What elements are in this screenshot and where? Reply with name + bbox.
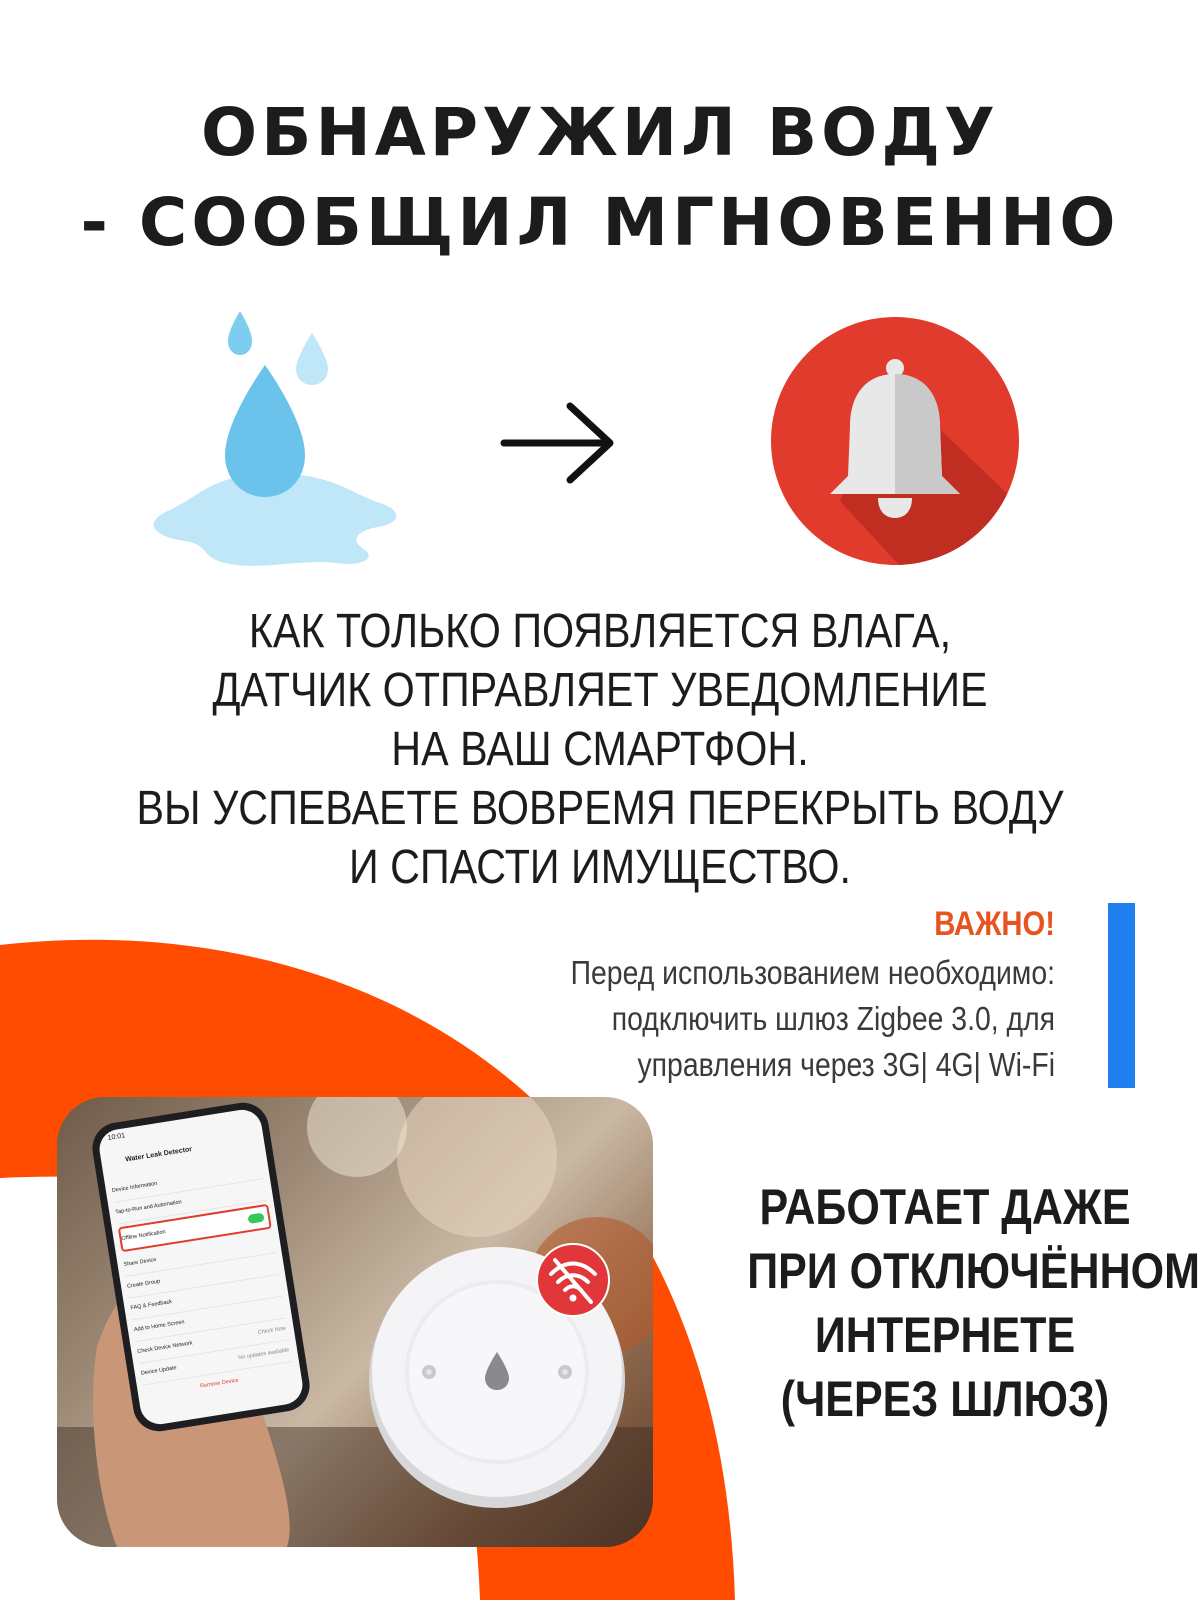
description-line: ДАТЧИК ОТПРАВЛЯЕТ УВЕДОМЛЕНИЕ (212, 664, 988, 717)
app-title: Water Leak Detector (124, 1146, 193, 1164)
app-row-device-info[interactable]: Device Information (110, 1157, 264, 1203)
notice-line: подключить шлюз Zigbee 3.0, для (611, 1000, 1055, 1037)
headline-line-1: ОБНАРУЖИЛ ВОДУ (201, 94, 999, 171)
description-line: КАК ТОЛЬКО ПОЯВЛЯЕТСЯ ВЛАГА, (248, 605, 952, 658)
water-drop-puddle-icon (140, 305, 405, 575)
app-row-faq[interactable]: FAQ & Feedback (129, 1275, 283, 1321)
description-line: И СПАСТИ ИМУЩЕСТВО. (349, 841, 851, 894)
notice-line: Перед использованием необходимо: (570, 954, 1055, 991)
offline-line: ПРИ ОТКЛЮЧЁННОМ (747, 1243, 1200, 1299)
notice-title: ВАЖНО! (934, 905, 1055, 943)
app-row-automation[interactable]: Tap-to-Run and Automation (114, 1179, 268, 1225)
notice-accent-bar (1108, 903, 1135, 1088)
description-text (84, 602, 1116, 897)
product-photo (57, 1097, 653, 1547)
remove-device-button[interactable]: Remove Device (199, 1377, 240, 1390)
headline (0, 88, 1200, 268)
alarm-bell-icon (770, 316, 1020, 566)
app-row-add-home[interactable]: Add to Home Screen (133, 1297, 287, 1343)
app-row-share-device[interactable]: Share Device (122, 1231, 276, 1277)
arrow-right-icon (500, 398, 620, 488)
check-network-value: Check Now (257, 1325, 287, 1336)
offline-notification-label: Offline Notification (121, 1229, 167, 1243)
notice-line: управления через 3G| 4G| Wi-Fi (637, 1046, 1055, 1083)
wifi-off-icon (535, 1242, 611, 1318)
offline-line: (ЧЕРЕЗ ШЛЮЗ) (780, 1371, 1110, 1427)
headline-line-2: - СООБЩИЛ МГНОВЕННО (80, 184, 1120, 261)
phone-time: 10:01 (107, 1132, 126, 1142)
offline-line: ИНТЕРНЕТЕ (814, 1307, 1076, 1363)
description-line: НА ВАШ СМАРТФОН. (391, 723, 809, 776)
check-network-label: Check Device Network (137, 1340, 193, 1355)
important-notice (453, 902, 1055, 1088)
sensor-probe-right (558, 1365, 572, 1379)
device-update-label: Device Update (140, 1365, 178, 1377)
device-update-value: No updates available (237, 1347, 290, 1362)
description-line: ВЫ УСПЕВАЕТЕ ВОВРЕМЯ ПЕРЕКРЫТЬ ВОДУ (136, 782, 1064, 835)
offline-notification-toggle[interactable] (247, 1213, 264, 1224)
offline-feature-caption (747, 1175, 1200, 1431)
sensor-probe-left (422, 1365, 436, 1379)
offline-line: РАБОТАЕТ ДАЖЕ (759, 1179, 1131, 1235)
app-row-create-group[interactable]: Create Group (126, 1253, 280, 1299)
